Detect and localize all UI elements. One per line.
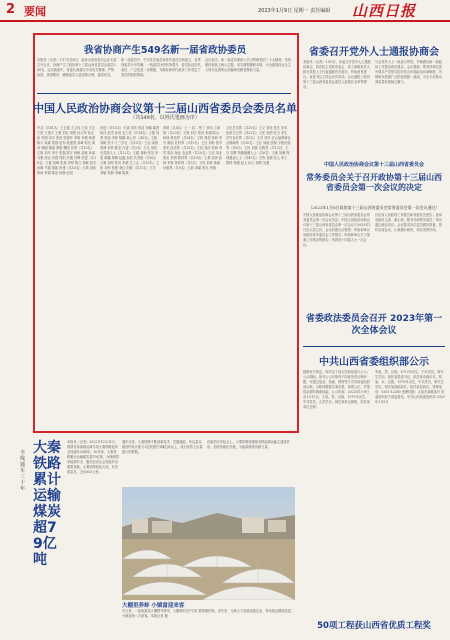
railway-article-col-1: 本报讯（记者）2022年12月31日，我国首条重载运煤专线大秦铁路迎来全线通车30周年。30年来，大秦铁路累计运输煤炭超79亿吨，为保障国家能源安全、服务经济社会发展作出重要贡献。大秦铁路西起大同，东至秦皇岛，全长653公里。 (67, 440, 119, 474)
photo-caption-text: 冬日里，一座座蔬菜大棚整齐排列，大棚里的农户们忙着管理作物。近年来，当地大力发展设施农业，带动群众增收致富，小镇迎来八方游客。本报记者 摄 (122, 609, 295, 618)
divider (303, 346, 445, 347)
vertical-headline: 大秦铁路累计运输煤炭超79亿吨 (33, 440, 61, 568)
vertical-subtitle: 全线通车三十年 (20, 450, 26, 492)
greenhouse-photo (122, 487, 295, 600)
page-number: 2 (6, 2, 16, 17)
photo-caption: 大棚里养蚌 小镇富迎来客 (122, 603, 185, 609)
masthead-logo: 山西日报 (352, 2, 417, 20)
article-text-right-1a: 本报讯（记者）1月8日，省委召开党外人士通报协商会，向各民主党派省委会、省工商联负责人和无党派人士代表通报有关情况，听取意见建议。省委书记主持会议并讲话。会议通报了政协第十三届山西省委员会委员人选建议名单等情况。 (303, 60, 371, 89)
article-text-right-2a: 中国人民政治协商会议第十三届山西省委员会常务委员会第一次会议决定：中国人民政治协商会议第十三届山西省委员会第一次会议于2023年1月在太原召开。会议的建议议程是：听取和审议省政协常务委员会工作报告；听取和审议关于提案工作情况的报告；列席省十四届人大一次会议。 (303, 213, 371, 247)
decision-note: （2023年1月8日政协第十三届山西省委员会常务委员会第一次会议通过） (308, 205, 440, 210)
headline-party-briefing: 省委召开党外人士通报协商会 (309, 47, 439, 58)
notice-text-1: 根据有关规定，现对以下同志任职前进行公示。公示期间，如对公示对象有不同意见或反映问题，可通过电话、信函、网络等方式向省委组织部反映。反映问题要实事求是，客观公正，并提供必要的调查线索。公示时间：2023年1月9日至1月13日。王某，男，汉族，1970年出生，中共党员，大学学历，现任某单位副职，拟任某单位正职。 (303, 370, 370, 409)
member-list-col-3: 青联（共8名）王一 刘二 张三 李四 工商联（共20名）王海 刘江 张河 李湖 陈山 杨林 科技界（共24名）王科 刘技 张研 李究 陈创 社科界（共15名）王社 刘科 张学 李术 经济界（共33名）王经 刘济 张商 李贸 陈企 杨业 农业界（共20名）王农 刘业 张田 李园 教育界（共19名）王教 刘育 张师 李校 体育界（共5名）王体 刘育 新闻出版界（共9名）王新 刘闻 张出 李版 (163, 126, 223, 170)
headline-member-list: 中国人民政治协商会议第十三届山西省委员会委员名单 (33, 102, 297, 115)
decision-kicker: 中国人民政治协商会议第十三届山西省委员会 (323, 162, 424, 168)
article-text-right-1b: 与会党外人士一致表示赞同，并就做好新一届政协工作提出意见建议。会议强调，要坚持和完善中国共产党领导的多党合作和政治协商制度，巩固和发展最广泛的爱国统一战线，为全方位推动高质量发展凝心聚力。 (375, 60, 442, 84)
article-text-right-2b: 讨论省人民政府工作报告和其他有关报告；选举省政协主席、副主席、秘书长和常务委员；审议通过政治决议。会议要求各位委员做好准备，按时出席会议，认真履行职责，切实发挥作用。 (375, 213, 442, 232)
member-list-col-1: 中共（共81名）王正谱 王立伟 王成 王宏 王欣 王建平 王勇 刘宏 刘俊 孙大军 孙宏伟 朱刚 闫平 张晋 张建华 李明 李俊 杨勇 陈平 周斌 郑强 赵军 段建国 高峰 郭宏 黄河 韩刚 董斌 蔡明 魏明 民革（共15名）王晓 刘华 李平 张磊 陈宇 杨帆 赵敏 孙丽 马骏 周洁 吴强 郑阳 冯刚 许辉 民盟（共18名）王磊 刘峰 张燕 李彤 陈立 杨敏 赵杰 孙琳 马瑞 胡凯 民建（共16名）王琦 刘伟 张涛 李娟 陈浩 杨静 赵旭 (37, 126, 97, 175)
page-header (0, 0, 450, 22)
divider (37, 93, 291, 94)
headline-new-members: 我省协商产生549名新一届省政协委员 (83, 45, 247, 56)
date-line: 2023年1月9日 星期一 责任编辑 (258, 8, 331, 14)
member-list-col-2: 民进（共15名）王斌 刘芳 张浩 李鹏 陈晨 杨洋 赵雪 孙悦 农工党（共14名）王蕾 刘勇 张丽 李婷 陈鹏 致公党（共6名）王凯 刘颖 张宇 九三学社（共15名）王洁 刘晨 张博 李欣 陈龙 台盟（共3名）王凡 刘佳 无党派人士（共22名）王健 刘畅 张昊 李雯 陈曦 杨柳 赵鑫 孙浩 共青团（共8名）王琳 刘阳 张亮 李倩 总工会（共10名）王伟 刘军 张强 李红 妇联（共11名）王芳 刘敏 张静 李娜 陈燕 (100, 126, 160, 175)
headline-public-notice: 中共山西省委组织部公示 (319, 357, 429, 368)
photo-image (122, 487, 295, 600)
article-text-col-2: 新一届委员中，中共党员委员和党外委员比例适当，各界别委员分布均衡，一线委员比例有所提升，委员队伍的代表性、广泛性进一步增强，为做好新时代政协工作奠定了坚实的组织基础。 (121, 58, 201, 77)
headline-member-list-note: （共549名，以姓氏笔画为序） (130, 115, 200, 121)
headline-decision: 常务委员会关于召开政协第十三届山西省委员会第一次会议的决定 (306, 173, 442, 192)
section-name: 要闻 (24, 5, 46, 18)
headline-political-legal: 省委政法委员会召开 2023年第一次全体会议 (305, 314, 443, 336)
notice-text-2: 李某，男，汉族，1972年出生，中共党员，研究生学历，现任某县委书记，拟任某市副市长。张某，女，汉族，1975年出生，中共党员，研究生学历，现任某局副局长，拟任某局局长。受理电话：0351-12380 受理信箱：太原市某路某号 省委组织部干部监督处。中共山西省委组织部 2023年1月8日 (375, 370, 445, 404)
headline-quality-award: 50项工程获山西省优质工程奖 (317, 621, 431, 631)
railway-article-col-3: 在新的历史起点上，大秦铁路将继续发挥能源运输主通道作用，加快智能化升级，为能源保供贡献力量。 (207, 440, 290, 449)
railway-article-col-2: 通车以来，大秦铁路不断创新技术、挖掘潜能，年运量从最初的设计能力1亿吨提升到4亿吨以上，成为世界上运量最大的铁路。 (122, 440, 203, 454)
member-list-col-4: 文化艺术界（共20名）王文 刘化 张艺 李术 医药卫生界（共22名）王医 刘药 张卫 李生 对外友好界（共5名）王对 刘外 社会福利和社会保障界（共10名）王社 刘福 张保 少数民族界（共6名）王民 刘族 宗教界（共12名）王宗 刘教 特邀港澳人士（共6名）王港 刘澳 特别邀请人士（共45名）王特 刘邀 张人 李士 陈特 杨邀 赵人 孙士 周特 吴邀 (226, 126, 291, 165)
article-text-col-1: 本报讯（记者）1月7日至8日，政协山西省委员会在太原召开会议，协商产生了政协第十三届山西省委员会委员549名。这次换届中，省委认真落实中央有关精神，严格标准，规范程序，确保委员人选结构合理、素质优良。 (37, 58, 117, 77)
article-text-col-3: 会议指出，新一届委员要深入学习贯彻党的二十大精神，坚持团结和民主两大主题，切实增强履职本领，为全面建设社会主义现代化国家山西篇章贡献智慧和力量。 (205, 58, 292, 72)
